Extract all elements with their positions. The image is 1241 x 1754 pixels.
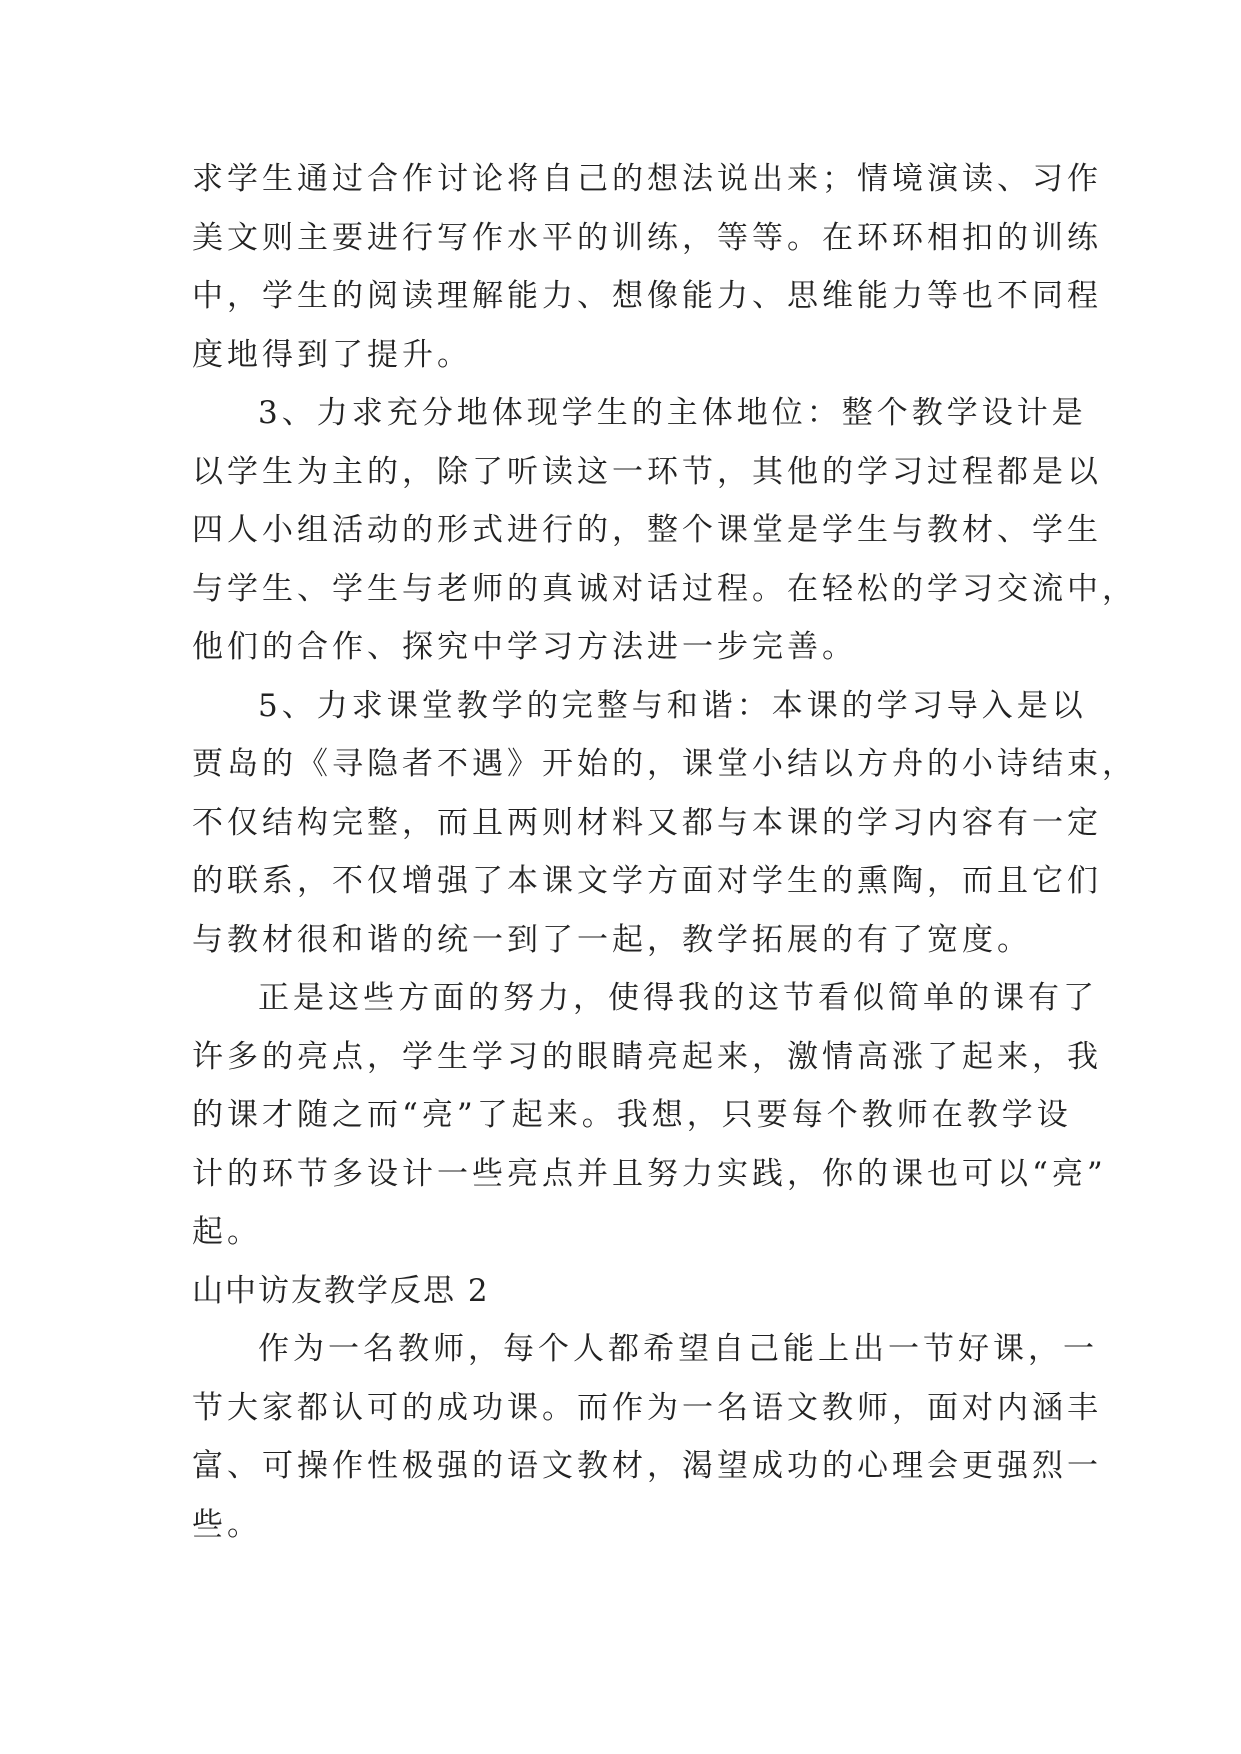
paragraph-line: 许多的亮点，学生学习的眼睛亮起来，激情高涨了起来，我 — [192, 1038, 1102, 1075]
section-title: 山中访友教学反思 2 — [192, 1272, 490, 1309]
paragraph-line: 度地得到了提升。 — [192, 336, 472, 373]
paragraph-line: 美文则主要进行写作水平的训练，等等。在环环相扣的训练 — [192, 219, 1102, 256]
paragraph-line: 3、力求充分地体现学生的主体地位：整个教学设计是 — [258, 395, 1087, 431]
paragraph-line: 的课才随之而“亮”了起来。我想，只要每个教师在教学设 — [192, 1097, 1072, 1133]
paragraph-line: 他们的合作、探究中学习方法进一步完善。 — [192, 629, 857, 665]
paragraph-line: 起。 — [192, 1214, 262, 1250]
paragraph-line: 四人小组活动的形式进行的，整个课堂是学生与教材、学生 — [192, 512, 1102, 548]
paragraph-line: 节大家都认可的成功课。而作为一名语文教师，面对内涵丰 — [192, 1389, 1102, 1426]
paragraph-line: 富、可操作性极强的语文教材，渴望成功的心理会更强烈一 — [192, 1448, 1102, 1484]
paragraph-line: 与学生、学生与老师的真诚对话过程。在轻松的学习交流中， — [192, 570, 1137, 607]
paragraph-line: 正是这些方面的努力，使得我的这节看似简单的课有了 — [258, 980, 1098, 1016]
paragraph-line: 5、力求课堂教学的完整与和谐：本课的学习导入是以 — [258, 687, 1087, 724]
paragraph-line: 计的环节多设计一些亮点并且努力实践，你的课也可以“亮” — [192, 1155, 1107, 1192]
paragraph-line: 贾岛的《寻隐者不遇》开始的，课堂小结以方舟的小诗结束， — [192, 746, 1137, 782]
paragraph-line: 中，学生的阅读理解能力、想像能力、思维能力等也不同程 — [192, 278, 1102, 314]
paragraph-line: 求学生通过合作讨论将自己的想法说出来；情境演读、习作 — [192, 161, 1102, 197]
paragraph-line: 的联系，不仅增强了本课文学方面对学生的熏陶，而且它们 — [192, 863, 1102, 899]
paragraph-line: 不仅结构完整，而且两则材料又都与本课的学习内容有一定 — [192, 804, 1102, 841]
paragraph-line: 以学生为主的，除了听读这一环节，其他的学习过程都是以 — [192, 453, 1102, 490]
paragraph-line: 与教材很和谐的统一到了一起，教学拓展的有了宽度。 — [192, 921, 1032, 958]
document-body — [192, 150, 1137, 1554]
paragraph-line: 作为一名教师，每个人都希望自己能上出一节好课，一 — [258, 1331, 1098, 1367]
paragraph-line: 些。 — [192, 1506, 262, 1543]
